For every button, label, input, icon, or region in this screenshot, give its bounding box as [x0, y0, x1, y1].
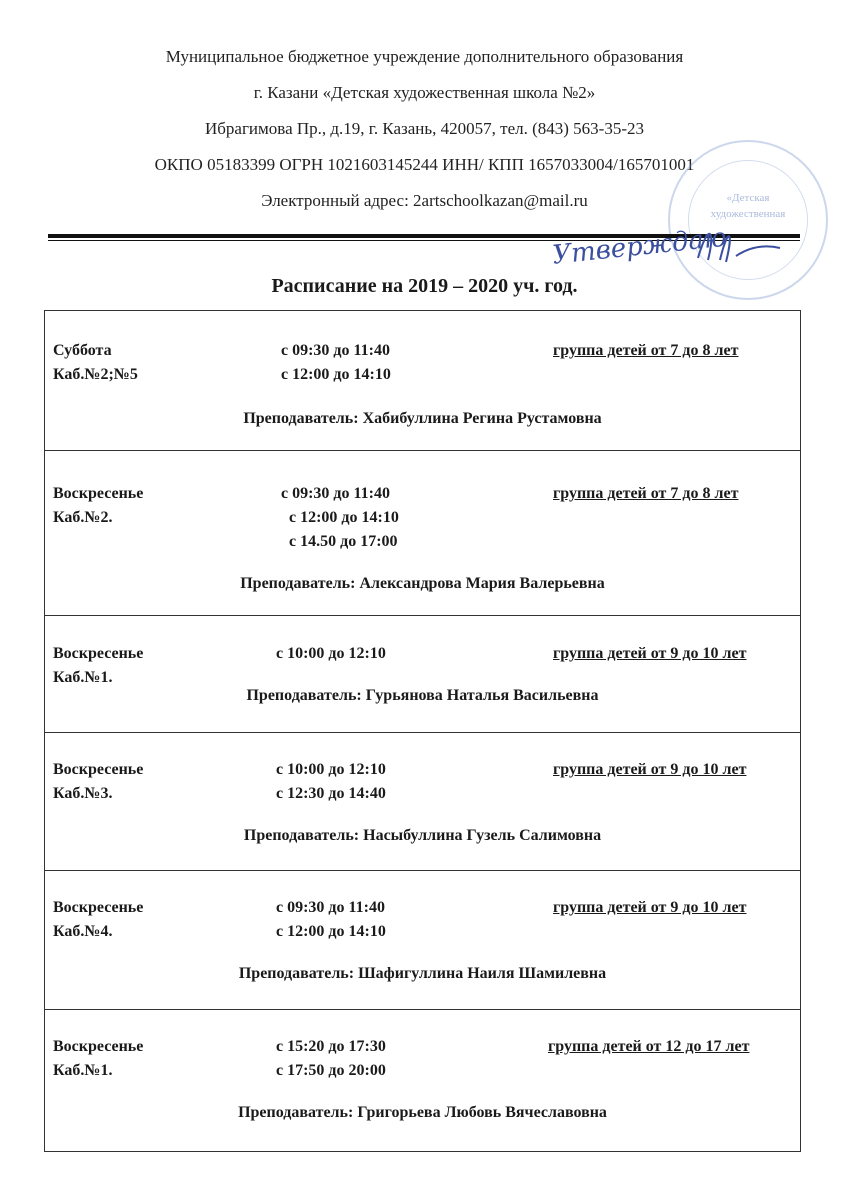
day-label: Суббота [53, 342, 112, 359]
time-slot: с 12:00 до 14:10 [281, 366, 391, 383]
table-row [45, 1009, 800, 1152]
school-name: г. Казани «Детская художественная школа №2» [253, 83, 596, 102]
room-label: Каб.№2;№5 [53, 366, 138, 383]
age-group: группа детей от 9 до 10 лет [553, 645, 747, 662]
day-label: Воскресенье [53, 1038, 144, 1055]
table-row [45, 870, 800, 1009]
age-group: группа детей от 9 до 10 лет [553, 899, 747, 916]
day-label: Воскресенье [53, 899, 144, 916]
signature-icon [548, 218, 788, 278]
time-slot: с 15:20 до 17:30 [276, 1038, 386, 1055]
time-slot: с 10:00 до 12:10 [276, 645, 386, 662]
table-row [45, 732, 800, 870]
teacher-name: Преподаватель: Григорьева Любовь Вячеславовна [238, 1104, 607, 1121]
time-slot: с 10:00 до 12:10 [276, 761, 386, 778]
time-slot: с 12:30 до 14:40 [276, 785, 386, 802]
table-row [45, 615, 800, 732]
room-label: Каб.№1. [53, 669, 113, 686]
page-title: Расписание на 2019 – 2020 уч. год. [271, 275, 578, 297]
time-slot: с 14.50 до 17:00 [289, 533, 398, 550]
day-label: Воскресенье [53, 761, 144, 778]
teacher-name: Преподаватель: Александрова Мария Валерьевна [240, 575, 605, 592]
table-row [45, 450, 800, 615]
time-slot: с 12:00 до 14:10 [289, 509, 399, 526]
teacher-name: Преподаватель: Гурьянова Наталья Васильевна [246, 687, 599, 704]
age-group: группа детей от 7 до 8 лет [553, 342, 739, 359]
address: Ибрагимова Пр., д.19, г. Казань, 420057, тел. (843) 563-35-23 [204, 119, 644, 138]
room-label: Каб.№1. [53, 1062, 113, 1079]
teacher-name: Преподаватель: Насыбуллина Гузель Салимовна [243, 827, 602, 844]
time-slot: с 17:50 до 20:00 [276, 1062, 386, 1079]
svg-text:Утверждаю: Утверждаю [550, 222, 729, 271]
table-row [45, 311, 800, 449]
time-slot: с 09:30 до 11:40 [276, 899, 385, 916]
time-slot: с 09:30 до 11:40 [281, 342, 390, 359]
time-slot: с 09:30 до 11:40 [281, 485, 390, 502]
time-slot: с 12:00 до 14:10 [276, 923, 386, 940]
day-label: Воскресенье [53, 485, 144, 502]
institution-name: Муниципальное бюджетное учреждение дополнительного образования [165, 47, 684, 66]
age-group: группа детей от 9 до 10 лет [553, 761, 747, 778]
room-label: Каб.№2. [53, 509, 113, 526]
age-group: группа детей от 7 до 8 лет [553, 485, 739, 502]
teacher-name: Преподаватель: Хабибуллина Регина Рустамовна [243, 410, 602, 427]
room-label: Каб.№4. [53, 923, 113, 940]
room-label: Каб.№3. [53, 785, 113, 802]
teacher-name: Преподаватель: Шафигуллина Наиля Шамилевна [238, 965, 607, 982]
age-group: группа детей от 12 до 17 лет [548, 1038, 750, 1055]
schedule-table [44, 310, 801, 1152]
email-address: Электронный адрес: 2artschoolkazan@mail.ru [261, 191, 588, 210]
stamp-icon: «Детская художественная [668, 140, 828, 300]
day-label: Воскресенье [53, 645, 144, 662]
registration-codes: ОКПО 05183399 ОГРН 1021603145244 ИНН/ КПП 1657033004/165701001 [154, 155, 695, 174]
